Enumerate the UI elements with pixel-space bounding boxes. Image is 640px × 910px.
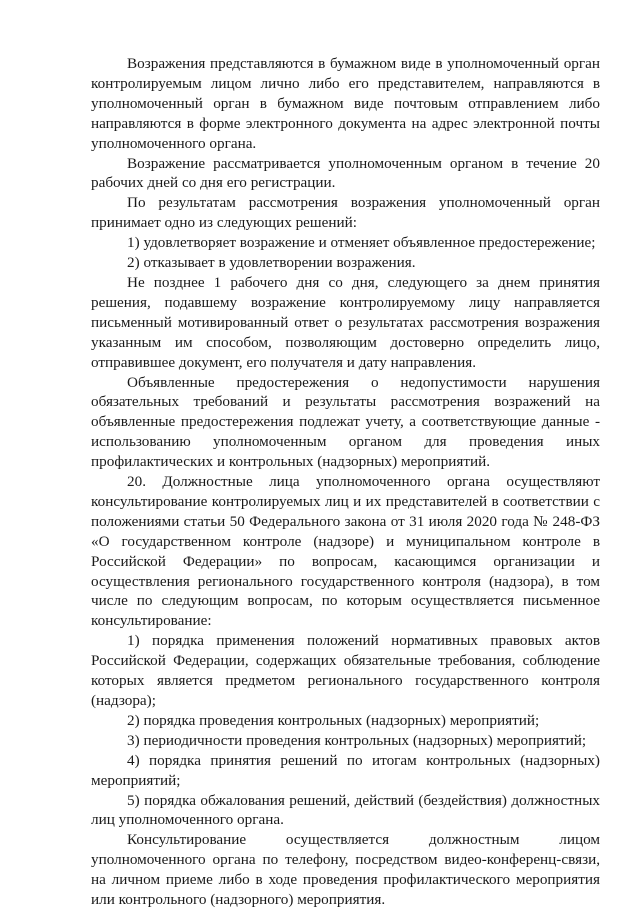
paragraph-section-20-consulting: 20. Должностные лица уполномоченного органа осуществляют консультирование контролируемых лиц и их представителей в соответствии с положениями статьи 50 Федерального закона от 31 июля 2020 года № 248-ФЗ «О государственном контроле (надзоре) и муниципальном контроле в Российской Федерации» по вопросам, касающимся организации и осуществления регионального государственного контроля (надзора), в том числе по следующим вопросам, по которым осуществляется письменное консультирование: — [91, 473, 600, 630]
paragraph-consulting-methods: Консультирование осуществляется должностным лицом уполномоченного органа по телефону, посредством видео-конференц-связи, на личном приеме либо в ходе проведения профилактического мероприятия или контрольного (надзорного) мероприятия. — [91, 831, 600, 909]
paragraph-reply-deadline: Не позднее 1 рабочего дня со дня, следующего за днем принятия решения, подавшему возражение контролируемому лицу направляется письменный мотивированный ответ о результатах рассмотрения возражения указанным им способом, позволяющим достоверно определить лицо, отправившее документ, его получателя и дату направления. — [91, 273, 600, 371]
paragraph-decision-options: По результатам рассмотрения возражения уполномоченный орган принимает одно из следующих решений: — [91, 194, 600, 232]
paragraph-warnings-accounting: Объявленные предостережения о недопустимости нарушения обязательных требований и результаты рассмотрения возражений на объявленные предостережения подлежат учету, а соответствующие данные - использованию уполномоченным органом для проведения иных профилактических и контрольных (надзорных) мероприятий. — [91, 373, 600, 471]
document-body — [91, 54, 600, 910]
list-item-consulting-5: 5) порядка обжалования решений, действий (бездействия) должностных лиц уполномоченного органа. — [91, 791, 600, 829]
list-item-decision-1: 1) удовлетворяет возражение и отменяет объявленное предостережение; — [127, 234, 596, 252]
list-item-consulting-4: 4) порядка принятия решений по итогам контрольных (надзорных) мероприятий; — [91, 751, 600, 789]
list-item-consulting-1: 1) порядка применения положений нормативных правовых актов Российской Федерации, содержащих обязательные требования, соблюдение которых является предметом регионального государственного контроля (надзора); — [91, 632, 600, 709]
list-item-consulting-3: 3) периодичности проведения контрольных (надзорных) мероприятий; — [127, 731, 587, 749]
list-item-consulting-2: 2) порядка проведения контрольных (надзорных) мероприятий; — [127, 711, 540, 729]
paragraph-objection-submission: Возражения представляются в бумажном виде в уполномоченный орган контролируемым лицом лично либо его представителем, направляются в уполномоченный орган в бумажном виде почтовым отправлением либо направляются в форме электронного документа на адрес электронной почты уполномоченного органа. — [91, 55, 600, 152]
paragraph-objection-review-term: Возражение рассматривается уполномоченным органом в течение 20 рабочих дней со дня его регистрации. — [91, 154, 600, 192]
list-item-decision-2: 2) отказывает в удовлетворении возражения. — [127, 254, 416, 272]
